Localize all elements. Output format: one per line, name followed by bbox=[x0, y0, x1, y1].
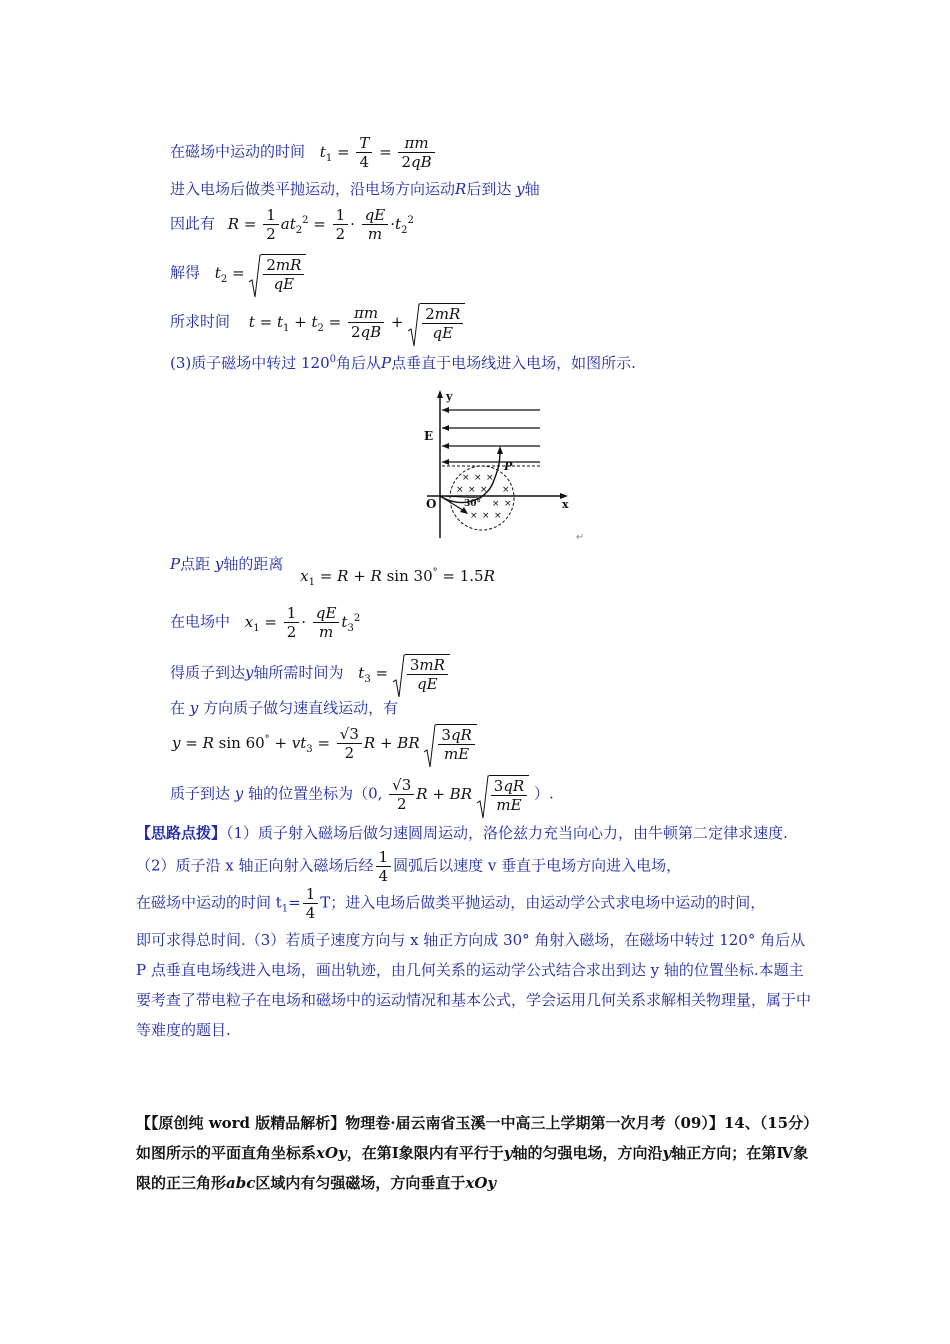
field-diagram bbox=[422, 388, 590, 548]
question-text: 轴正方向；在第Ⅳ象限的正三角形 bbox=[136, 1144, 809, 1192]
formula-x1-t3: $x_1$ = $\frac{1}{2}$ · $\frac{qE}{m}$ $t_3^2$ bbox=[244, 604, 361, 641]
var-xoy: xOy bbox=[316, 1144, 347, 1162]
line-text: 轴所需时间为 bbox=[253, 663, 344, 682]
frac-denominator: 4 bbox=[378, 867, 389, 885]
var-y: y bbox=[189, 699, 199, 717]
line-text: 点距 bbox=[180, 555, 211, 573]
var-abc: abc bbox=[226, 1174, 256, 1192]
analysis-text: 圆弧后以速度 v 垂直于电场方向进入电场， bbox=[393, 856, 682, 875]
analysis-label: 【思路点拨】 bbox=[136, 824, 227, 842]
total-time-line bbox=[170, 303, 465, 342]
var-y: y bbox=[234, 784, 244, 803]
P-label: P bbox=[504, 460, 513, 473]
line-text: 解得 bbox=[170, 263, 201, 282]
formula-t1: $t_1$ = $\frac{T}{4}$ = $\frac{\pi m}{2qB}$ bbox=[320, 143, 437, 161]
analysis-text: 在磁场中运动的时间 t bbox=[136, 893, 282, 912]
formula-total-t: $t = t_1 + t_2$ = $\frac{\pi m}{2qB}$ + $\frac{2mR}{qE}$ bbox=[249, 313, 466, 331]
origin-label: O bbox=[426, 497, 437, 511]
p-distance-line bbox=[170, 553, 495, 588]
var-R: R bbox=[455, 180, 467, 198]
formula-t3: $t_3$ = $\frac{3mR}{qE}$ bbox=[358, 664, 450, 682]
therefore-line bbox=[170, 206, 414, 243]
frac-numerator: 1 bbox=[376, 848, 392, 867]
analysis-text: （1）质子射入磁场后做匀速圆周运动，洛伦兹力充当向心力，由牛顿第二定律求速度.（2）质子沿 x 轴正向射入磁场后经 bbox=[136, 824, 788, 875]
line-text: (3)质子磁场中转过 120 bbox=[170, 354, 330, 372]
question-paragraph bbox=[136, 1108, 816, 1198]
var-y: y bbox=[503, 1144, 513, 1162]
question-text: 【【原创纯 word 版精品解析】物理卷·届云南省玉溪一中高三上学期第一次月考（09）】14、（15分）如图所示的平面直角坐标系 bbox=[136, 1114, 811, 1162]
var-y: y bbox=[214, 555, 224, 573]
var-y: y bbox=[662, 1144, 672, 1162]
angle-label: 30° bbox=[464, 499, 482, 509]
b-field-mark: × bbox=[502, 485, 510, 495]
formula-y-line bbox=[172, 724, 477, 763]
b-field-mark: × bbox=[486, 473, 494, 483]
b-field-mark: × bbox=[462, 473, 470, 483]
line-text: 在 bbox=[170, 699, 186, 717]
line-text: 所求时间 bbox=[170, 312, 231, 331]
b-field-mark: × bbox=[470, 511, 478, 521]
y-axis-label: y bbox=[446, 390, 453, 403]
time-in-magnetic-field-line bbox=[170, 134, 437, 171]
b-field-mark: × bbox=[494, 511, 502, 521]
frac-numerator: 1 bbox=[303, 885, 319, 904]
analysis-text: = bbox=[288, 893, 301, 912]
part3-line bbox=[170, 352, 636, 373]
question-text: ，在第Ⅰ象限内有平行于 bbox=[346, 1144, 504, 1162]
E-label: E bbox=[424, 429, 434, 443]
b-field-mark: × bbox=[474, 473, 482, 483]
line-text: 轴的距离 bbox=[223, 555, 284, 573]
b-field-mark: × bbox=[456, 485, 464, 495]
formula-t2: $t_2$ = $\frac{2mR}{qE}$ bbox=[215, 264, 307, 282]
solve-line bbox=[170, 254, 306, 293]
line-text: 在电场中 bbox=[170, 612, 231, 631]
line-text: 轴的位置坐标为（0, bbox=[248, 784, 383, 803]
analysis-text: 即可求得总时间.（3）若质子速度方向与 x 轴正方向成 30° 角射入磁场，在磁场中转过 120° 角后从 P 点垂直电场线进入电场，画出轨迹，由几何关系的运动学公式结合求出到达 y 轴的位置坐标.本题主要考查了带电粒子在电场和磁场中的运动情况和基本公式，学会运用几何关系求解相关物理量，属于中等难度的题目. bbox=[136, 930, 812, 1039]
line-text: 质子到达 bbox=[170, 784, 231, 803]
line-text: 进入电场后做类平抛运动，沿电场方向运动 bbox=[170, 180, 456, 198]
b-field-mark: × bbox=[480, 485, 488, 495]
b-field-mark: × bbox=[492, 499, 500, 509]
var-P: P bbox=[381, 354, 392, 372]
var-xoy: xOy bbox=[465, 1174, 497, 1192]
subscript: 1 bbox=[281, 903, 289, 915]
line-text: 点垂直于电场线进入电场，如图所示. bbox=[391, 354, 636, 372]
var-y: y bbox=[516, 180, 525, 198]
line-text: ）. bbox=[534, 784, 554, 803]
degree-sup: 0 bbox=[329, 354, 337, 365]
line-text: 在磁场中运动的时间 bbox=[170, 142, 306, 161]
position-coordinate-line bbox=[170, 775, 554, 814]
line-text: 得质子到达 bbox=[170, 663, 246, 682]
analysis-paragraph bbox=[136, 818, 816, 1045]
line-text: 方向质子做匀速直线运动，有 bbox=[203, 699, 399, 717]
b-field-mark: × bbox=[468, 485, 476, 495]
return-mark: ↵ bbox=[576, 532, 585, 543]
x-axis-label: x bbox=[562, 498, 569, 511]
line-text: 因此有 bbox=[170, 214, 216, 233]
question-text: 区域内有匀强磁场，方向垂直于 bbox=[255, 1174, 466, 1192]
enter-electric-field-line bbox=[170, 178, 540, 199]
formula-coordinate: $\frac{√3}{2}$ R + BR $\frac{3qR}{mE}$ bbox=[387, 785, 534, 803]
formula-y: y = R $\sin 60^\circ + vt_3$ = $\frac{√3}{2}$ R + BR $\frac{3qR}{mE}$ bbox=[172, 734, 477, 752]
line-text: 轴 bbox=[524, 180, 540, 198]
analysis-text: T；进入电场后做类平抛运动，由运动学公式求电场中运动的时间， bbox=[320, 893, 766, 912]
b-field-mark: × bbox=[482, 511, 490, 521]
var-P: P bbox=[170, 555, 181, 573]
time-to-y-axis-line bbox=[170, 654, 450, 693]
var-y: y bbox=[245, 663, 254, 682]
line-text: 后到达 bbox=[466, 180, 512, 198]
frac-denominator: 4 bbox=[305, 904, 316, 922]
formula-R: R = $\frac{1}{2}$ $at_2^2$ = $\frac{1}{2}$ · $\frac{qE}{m}$ $\cdot t_2^2$ bbox=[227, 206, 414, 243]
line-text: 角后从 bbox=[336, 354, 382, 372]
in-electric-field-line bbox=[170, 604, 360, 641]
question-text: 轴的匀强电场，方向沿 bbox=[512, 1144, 663, 1162]
y-direction-line bbox=[170, 697, 398, 718]
formula-x1: $x_1 = R + R$ sin 30° = 1.5R bbox=[300, 567, 495, 588]
b-field-mark: × bbox=[504, 499, 512, 509]
